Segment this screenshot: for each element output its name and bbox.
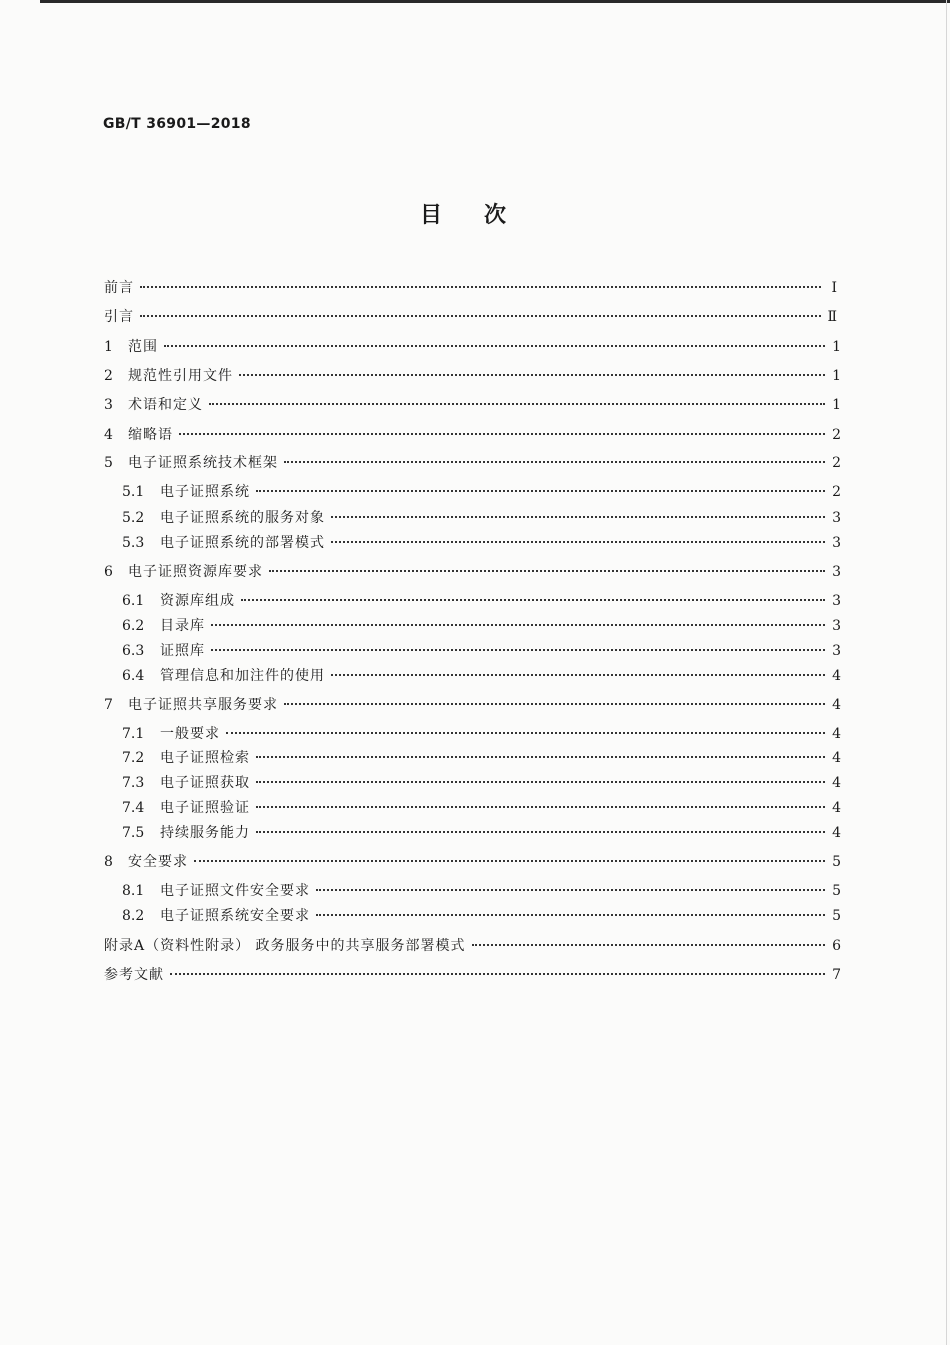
toc-entry-label: 电子证照系统的服务对象 <box>160 510 325 526</box>
toc-entry-label: 电子证照检索 <box>160 750 250 766</box>
toc-entry-6[interactable] <box>104 561 841 583</box>
toc-entry-page: 4 <box>832 726 841 742</box>
leader-dots <box>209 403 825 405</box>
toc-entry-number: 7 <box>104 697 113 713</box>
toc-entry-number: 7.2 <box>122 750 145 766</box>
toc-entry-page: 1 <box>832 397 841 413</box>
toc-entry-label: 术语和定义 <box>128 397 203 413</box>
toc-entry-page: 4 <box>832 750 841 766</box>
toc-entry-page: 5 <box>832 883 841 899</box>
toc-entry-5[interactable] <box>104 452 841 474</box>
leader-dots <box>226 732 825 734</box>
toc-entry-page: 4 <box>832 668 841 684</box>
toc-title-part2: 次 <box>484 203 507 228</box>
document-code: GB/T 36901—2018 <box>103 116 251 132</box>
leader-dots <box>256 831 825 833</box>
leader-dots <box>211 649 825 651</box>
leader-dots <box>179 433 825 435</box>
toc-entry-number: 6.1 <box>122 593 145 609</box>
toc-entry-page: 3 <box>832 643 841 659</box>
toc-entry-label: 持续服务能力 <box>160 825 250 841</box>
toc-entry-page: 3 <box>832 535 841 551</box>
scan-edge-right <box>946 0 947 1345</box>
toc-title <box>420 198 506 229</box>
toc-entry-number: 7.1 <box>122 726 145 742</box>
toc-entry-number: 6.4 <box>122 668 145 684</box>
toc-entry-number: 6 <box>104 564 113 580</box>
toc-entry-number: 5 <box>104 455 113 471</box>
toc-entry-label: 附录A（资料性附录） 政务服务中的共享服务部署模式 <box>104 938 466 954</box>
toc-entry-number: 8.2 <box>122 908 145 924</box>
toc-entry-label: 安全要求 <box>128 854 188 870</box>
toc-entry-label: 电子证照共享服务要求 <box>128 697 278 713</box>
leader-dots <box>331 541 825 543</box>
toc-entry-8[interactable] <box>104 851 841 873</box>
leader-dots <box>269 570 825 572</box>
toc-entry-references[interactable] <box>104 964 841 986</box>
toc-entry-introduction[interactable] <box>104 306 837 328</box>
toc-entry-number: 4 <box>104 427 113 443</box>
toc-entry-label: 规范性引用文件 <box>128 368 233 384</box>
toc-entry-number: 5.1 <box>122 484 145 500</box>
leader-dots <box>316 889 825 891</box>
leader-dots <box>256 781 825 783</box>
leader-dots <box>211 624 825 626</box>
toc-entry-8-1[interactable] <box>122 880 841 902</box>
toc-entry-page: 3 <box>832 510 841 526</box>
toc-entry-7-3[interactable] <box>122 772 841 794</box>
toc-entry-3[interactable] <box>104 394 841 416</box>
leader-dots <box>284 703 825 705</box>
toc-entry-label: 证照库 <box>160 643 205 659</box>
leader-dots <box>331 516 825 518</box>
toc-entry-label: 电子证照系统的部署模式 <box>160 535 325 551</box>
toc-entry-page: 2 <box>832 484 841 500</box>
toc-entry-6-2[interactable] <box>122 615 841 637</box>
toc-entry-label: 引言 <box>104 309 134 325</box>
leader-dots <box>256 806 825 808</box>
toc-entry-label: 管理信息和加注件的使用 <box>160 668 325 684</box>
toc-entry-page: 1 <box>832 339 841 355</box>
toc-entry-label: 资源库组成 <box>160 593 235 609</box>
toc-entry-label: 电子证照文件安全要求 <box>160 883 310 899</box>
leader-dots <box>140 286 821 288</box>
toc-entry-number: 1 <box>104 339 113 355</box>
toc-entry-6-1[interactable] <box>122 590 841 612</box>
leader-dots <box>239 374 825 376</box>
toc-entry-number: 6.2 <box>122 618 145 634</box>
toc-entry-7-1[interactable] <box>122 723 841 745</box>
toc-entry-page: 3 <box>832 618 841 634</box>
toc-entry-label: 前言 <box>104 280 134 296</box>
toc-entry-number: 2 <box>104 368 113 384</box>
leader-dots <box>164 345 825 347</box>
toc-entry-label: 一般要求 <box>160 726 220 742</box>
toc-entry-label: 范围 <box>128 339 158 355</box>
toc-entry-page: 4 <box>832 775 841 791</box>
leader-dots <box>331 674 825 676</box>
toc-entry-foreword[interactable] <box>104 277 837 299</box>
leader-dots <box>316 914 825 916</box>
toc-entry-page: 4 <box>832 697 841 713</box>
toc-entry-7-5[interactable] <box>122 822 841 844</box>
toc-entry-number: 8 <box>104 854 113 870</box>
toc-entry-number: 7.3 <box>122 775 145 791</box>
toc-entry-page: 5 <box>832 854 841 870</box>
toc-entry-label: 电子证照获取 <box>160 775 250 791</box>
toc-entry-appendix-a[interactable] <box>104 935 841 957</box>
toc-entry-label: 参考文献 <box>104 967 164 983</box>
toc-entry-7-2[interactable] <box>122 747 841 769</box>
toc-entry-5-2[interactable] <box>122 507 841 529</box>
leader-dots <box>194 860 825 862</box>
toc-entry-label: 目录库 <box>160 618 205 634</box>
leader-dots <box>284 461 825 463</box>
leader-dots <box>256 490 825 492</box>
toc-entry-1[interactable] <box>104 336 841 358</box>
toc-entry-page: 4 <box>832 825 841 841</box>
toc-entry-label: 电子证照系统技术框架 <box>128 455 278 471</box>
toc-entry-6-3[interactable] <box>122 640 841 662</box>
toc-entry-label: 电子证照验证 <box>160 800 250 816</box>
toc-entry-label: 缩略语 <box>128 427 173 443</box>
toc-entry-page: 2 <box>832 427 841 443</box>
toc-title-part1: 目 <box>420 203 443 228</box>
toc-entry-8-2[interactable] <box>122 905 841 927</box>
toc-entry-6-4[interactable] <box>122 665 841 687</box>
toc-entry-page: 6 <box>832 938 841 954</box>
toc-entry-page: 3 <box>832 593 841 609</box>
toc-entry-label: 电子证照资源库要求 <box>128 564 263 580</box>
toc-entry-page: Ⅰ <box>831 280 837 296</box>
toc-entry-page: 5 <box>832 908 841 924</box>
leader-dots <box>256 756 825 758</box>
scan-edge-top <box>40 0 950 3</box>
toc-entry-page: 7 <box>832 967 841 983</box>
leader-dots <box>241 599 825 601</box>
toc-entry-number: 3 <box>104 397 113 413</box>
toc-entry-page: 2 <box>832 455 841 471</box>
leader-dots <box>170 973 825 975</box>
toc-entry-5-3[interactable] <box>122 532 841 554</box>
toc-entry-page: 3 <box>832 564 841 580</box>
toc-entry-number: 7.4 <box>122 800 145 816</box>
toc-entry-number: 6.3 <box>122 643 145 659</box>
toc-entry-page: Ⅱ <box>827 309 837 325</box>
toc-entry-label: 电子证照系统 <box>160 484 250 500</box>
toc-entry-5-1[interactable] <box>122 481 841 503</box>
leader-dots <box>472 944 825 946</box>
toc-entry-7[interactable] <box>104 694 841 716</box>
toc-entry-page: 1 <box>832 368 841 384</box>
toc-entry-number: 5.2 <box>122 510 145 526</box>
toc-entry-page: 4 <box>832 800 841 816</box>
toc-entry-4[interactable] <box>104 424 841 446</box>
toc-entry-number: 8.1 <box>122 883 145 899</box>
leader-dots <box>140 315 821 317</box>
toc-entry-7-4[interactable] <box>122 797 841 819</box>
toc-entry-2[interactable] <box>104 365 841 387</box>
toc-entry-number: 5.3 <box>122 535 145 551</box>
toc-entry-label: 电子证照系统安全要求 <box>160 908 310 924</box>
toc-entry-number: 7.5 <box>122 825 145 841</box>
